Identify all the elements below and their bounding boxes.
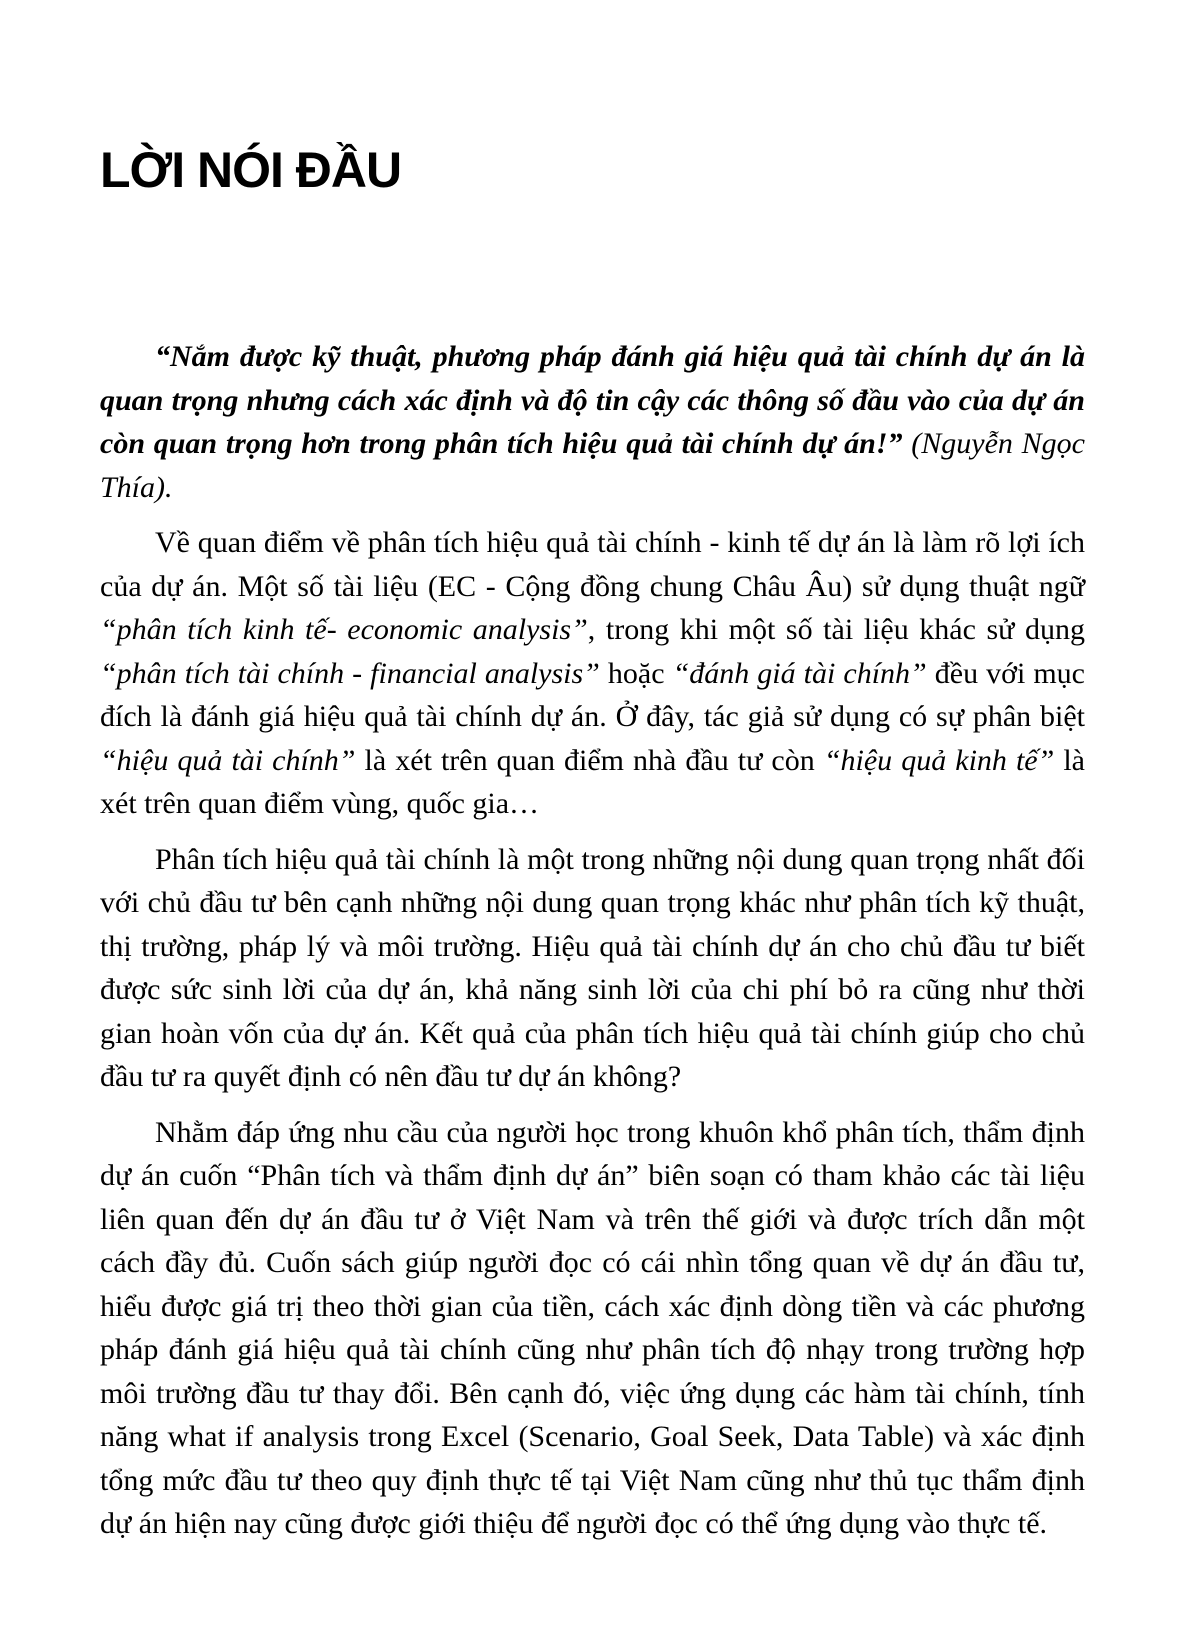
- text-run: “đánh giá tài chính”: [672, 656, 927, 690]
- text-run: đều với mục đích là đánh giá hiệu quả tài chính dự án. Ở đây, tác giả sử dụng có sự phân biệt: [100, 656, 1085, 733]
- text-run: là xét trên quan điểm vùng, quốc gia…: [100, 743, 1085, 820]
- text-run: Nhằm đáp ứng nhu cầu của người học trong khuôn khổ phân tích, thẩm định dự án cuốn “Phân tích và thẩm định dự án” biên soạn có tham khảo các tài liệu liên quan đến dự án đầu tư ở Việt Nam và trên thế giới và được trích dẫn một cách đầy đủ. Cuốn sách giúp người đọc có cái nhìn tổng quan về dự án đầu tư, hiểu được giá trị theo thời gian của tiền, cách xác định dòng tiền và các phương pháp đánh giá hiệu quả tài chính cũng như phân tích độ nhạy trong trường hợp môi trường đầu tư thay đổi. Bên cạnh đó, việc ứng dụng các hàm tài chính, tính năng what if analysis trong Excel (Scenario, Goal Seek, Data Table) và xác định tổng mức đầu tư theo quy định thực tế tại Việt Nam cũng như thủ tục thẩm định dự án hiện nay cũng được giới thiệu để người đọc có thể ứng dụng vào thực tế.: [100, 1115, 1085, 1540]
- text-run: , trong khi một số tài liệu khác sử dụng: [587, 613, 1085, 646]
- text-run: Phân tích hiệu quả tài chính là một trong những nội dung quan trọng nhất đối với chủ đầu tư bên cạnh những nội dung quan trọng khác như phân tích kỹ thuật, thị trường, pháp lý và môi trường. Hiệu quả tài chính dự án cho chủ đầu tư biết được sức sinh lời của dự án, khả năng sinh lời của chi phí bỏ ra cũng như thời gian hoàn vốn của dự án. Kết quả của phân tích hiệu quả tài chính giúp cho chủ đầu tư ra quyết định có nên đầu tư dự án không?: [100, 842, 1085, 1093]
- text-run: (Nguyễn Ngọc Thía).: [100, 427, 1085, 504]
- text-run: là xét trên quan điểm nhà đầu tư còn: [355, 743, 824, 777]
- quote-paragraph: [100, 335, 1085, 509]
- text-run: “phân tích tài chính - financial analysis”: [100, 656, 600, 690]
- body-paragraph-3: [100, 1111, 1085, 1546]
- text-run: “Nắm được kỹ thuật, phương pháp đánh giá hiệu quả tài chính dự án là quan trọng nhưng cách xác định và độ tin cậy các thông số đầu vào của dự án còn quan trọng hơn trong phân tích hiệu quả tài chính dự án!”: [100, 340, 1085, 460]
- text-run: hoặc: [599, 656, 673, 690]
- text-run: “hiệu quả tài chính”: [100, 743, 356, 777]
- text-run: Về quan điểm về phân tích hiệu quả tài chính - kinh tế dự án là làm rõ lợi ích của dự án. Một số tài liệu (EC - Cộng đồng chung Châu Âu) sử dụng thuật ngữ: [100, 526, 1085, 603]
- body-paragraph-2: [100, 838, 1085, 1099]
- text-run: “hiệu quả kinh tế”: [823, 743, 1055, 777]
- page-title: LỜI NÓI ĐẦU: [100, 142, 402, 198]
- body-paragraph-1: [100, 521, 1085, 826]
- text-run: “phân tích kinh tế- economic analysis”: [100, 613, 588, 646]
- paragraphs-container: [100, 335, 1085, 1546]
